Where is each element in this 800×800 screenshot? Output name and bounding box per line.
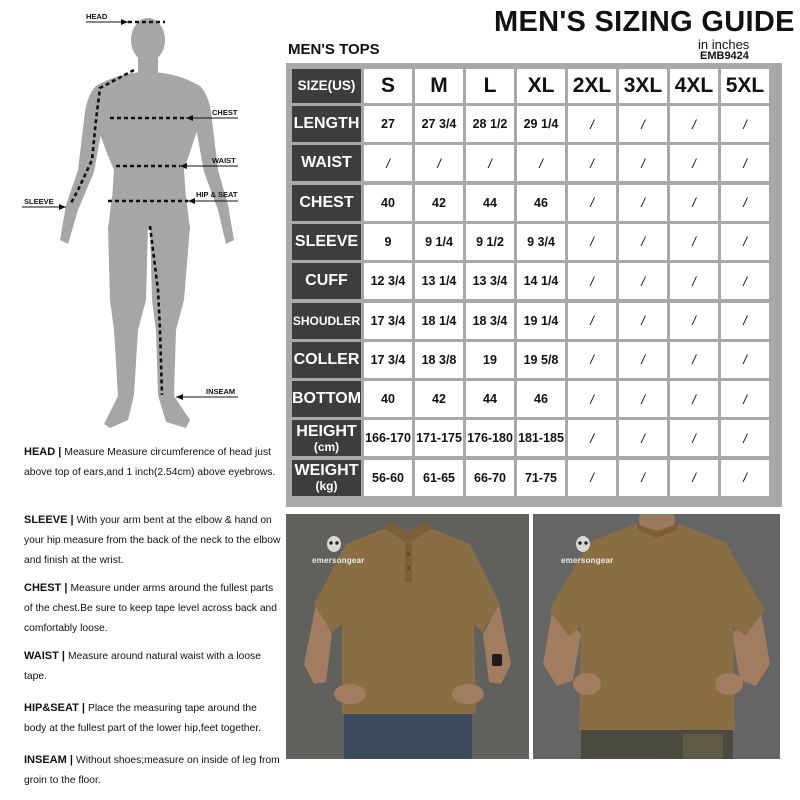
description-text: Measure under arms around the fullest parts of the chest.Be sure to keep tape level across back and comfortably loose. bbox=[24, 583, 277, 634]
size-header-s: S bbox=[364, 69, 412, 103]
table-cell: / bbox=[619, 460, 667, 496]
section-title: MEN'S TOPS bbox=[288, 41, 380, 58]
table-cell: / bbox=[568, 185, 616, 221]
table-cell: 17 3/4 bbox=[364, 342, 412, 378]
description-inseam bbox=[24, 750, 282, 791]
description-chest bbox=[24, 578, 282, 639]
table-cell: 18 3/8 bbox=[415, 342, 463, 378]
table-cell: 27 3/4 bbox=[415, 106, 463, 142]
table-cell: 40 bbox=[364, 381, 412, 417]
row-label-unit: (cm) bbox=[313, 439, 340, 454]
table-cell: 56-60 bbox=[364, 460, 412, 496]
table-cell: / bbox=[568, 420, 616, 456]
size-header-2xl: 2XL bbox=[568, 69, 616, 103]
product-code: EMB9424 bbox=[700, 50, 749, 62]
table-cell: / bbox=[670, 460, 718, 496]
row-label-shoudler bbox=[292, 303, 361, 339]
table-cell: / bbox=[568, 303, 616, 339]
table-cell: 14 1/4 bbox=[517, 263, 565, 299]
table-cell: / bbox=[364, 145, 412, 181]
description-label: WAIST bbox=[24, 650, 59, 662]
row-label-text: WEIGHT bbox=[294, 462, 359, 480]
table-cell: 171-175 bbox=[415, 420, 463, 456]
table-cell: 19 5/8 bbox=[517, 342, 565, 378]
table-cell: / bbox=[721, 460, 769, 496]
row-label-coller bbox=[292, 342, 361, 378]
table-cell: / bbox=[568, 342, 616, 378]
table-cell: / bbox=[568, 224, 616, 260]
row-label-height bbox=[292, 420, 361, 456]
description-separator: | bbox=[58, 650, 69, 662]
table-cell: / bbox=[466, 145, 514, 181]
table-cell: / bbox=[721, 145, 769, 181]
table-cell: / bbox=[619, 381, 667, 417]
table-cell: 13 1/4 bbox=[415, 263, 463, 299]
table-cell: 19 1/4 bbox=[517, 303, 565, 339]
measurement-figure bbox=[0, 0, 280, 440]
description-text: Without shoes;measure on inside of leg from groin to the floor. bbox=[24, 755, 280, 786]
description-separator: | bbox=[55, 446, 65, 458]
row-label-waist bbox=[292, 145, 361, 181]
table-cell: / bbox=[619, 185, 667, 221]
description-label: CHEST bbox=[24, 582, 62, 594]
table-cell: / bbox=[721, 342, 769, 378]
table-cell: / bbox=[568, 106, 616, 142]
table-cell: / bbox=[721, 224, 769, 260]
table-cell: 44 bbox=[466, 381, 514, 417]
figure-label-inseam: INSEAM bbox=[206, 387, 236, 396]
size-header-xl: XL bbox=[517, 69, 565, 103]
table-cell: / bbox=[568, 381, 616, 417]
description-label: HEAD bbox=[24, 446, 56, 458]
figure-label-sleeve: SLEEVE bbox=[24, 197, 54, 206]
table-cell: 181-185 bbox=[517, 420, 565, 456]
table-cell: / bbox=[619, 342, 667, 378]
description-label: HIP&SEAT bbox=[24, 702, 79, 714]
row-label-cuff bbox=[292, 263, 361, 299]
row-label-text: SHOUDLER bbox=[292, 313, 361, 328]
table-cell: 42 bbox=[415, 381, 463, 417]
table-cell: 27 bbox=[364, 106, 412, 142]
description-text: Place the measuring tape around the body at the fullest part of the lower hip,feet together. bbox=[24, 703, 261, 734]
size-header-label: SIZE(US) bbox=[292, 69, 361, 103]
table-cell: / bbox=[568, 263, 616, 299]
table-cell: 71-75 bbox=[517, 460, 565, 496]
table-cell: / bbox=[670, 224, 718, 260]
row-label-text: LENGTH bbox=[293, 115, 360, 132]
figure-label-chest: CHEST bbox=[212, 108, 238, 117]
row-label-unit: (kg) bbox=[315, 479, 338, 494]
table-cell: 19 bbox=[466, 342, 514, 378]
table-cell: / bbox=[670, 106, 718, 142]
table-cell: 18 1/4 bbox=[415, 303, 463, 339]
description-hipseat bbox=[24, 698, 282, 739]
description-head bbox=[24, 442, 282, 483]
table-cell: / bbox=[619, 263, 667, 299]
table-cell: 13 3/4 bbox=[466, 263, 514, 299]
table-cell: 176-180 bbox=[466, 420, 514, 456]
brand-logo-front: emersongear bbox=[312, 556, 365, 565]
table-cell: / bbox=[568, 145, 616, 181]
table-cell: / bbox=[619, 106, 667, 142]
row-label-bottom bbox=[292, 381, 361, 417]
table-cell: / bbox=[517, 145, 565, 181]
page-title: MEN'S SIZING GUIDE bbox=[494, 6, 795, 38]
photo-back-view bbox=[533, 514, 780, 759]
description-waist bbox=[24, 646, 282, 687]
figure-label-waist: WAIST bbox=[212, 156, 236, 165]
table-cell: / bbox=[670, 381, 718, 417]
description-separator: | bbox=[78, 702, 89, 714]
row-label-length bbox=[292, 106, 361, 142]
size-header-5xl: 5XL bbox=[721, 69, 769, 103]
table-cell: / bbox=[670, 185, 718, 221]
table-cell: 40 bbox=[364, 185, 412, 221]
row-label-text: BOTTOM bbox=[291, 390, 362, 408]
brand-logo-back: emersongear bbox=[561, 556, 614, 565]
description-separator: | bbox=[66, 754, 76, 766]
row-label-text: WAIST bbox=[301, 154, 352, 172]
table-cell: / bbox=[721, 381, 769, 417]
figure-label-head: HEAD bbox=[86, 12, 108, 21]
table-cell: 9 1/2 bbox=[466, 224, 514, 260]
table-cell: / bbox=[670, 342, 718, 378]
description-label: INSEAM bbox=[24, 754, 67, 766]
description-label: SLEEVE bbox=[24, 514, 68, 526]
table-cell: 9 3/4 bbox=[517, 224, 565, 260]
body-silhouette bbox=[60, 18, 234, 428]
table-cell: / bbox=[721, 263, 769, 299]
table-cell: 17 3/4 bbox=[364, 303, 412, 339]
size-header-4xl: 4XL bbox=[670, 69, 718, 103]
description-text: Measure around natural waist with a loose tape. bbox=[24, 651, 261, 682]
row-label-text: CUFF bbox=[305, 272, 348, 290]
units-label: in inches bbox=[698, 37, 750, 52]
size-table bbox=[286, 63, 782, 507]
table-cell: 44 bbox=[466, 185, 514, 221]
table-cell: / bbox=[670, 420, 718, 456]
row-label-text: COLLER bbox=[293, 350, 360, 368]
table-cell: 61-65 bbox=[415, 460, 463, 496]
row-label-text: HEIGHT bbox=[296, 422, 357, 440]
size-header-m: M bbox=[415, 69, 463, 103]
table-cell: / bbox=[415, 145, 463, 181]
table-cell: 28 1/2 bbox=[466, 106, 514, 142]
size-header-3xl: 3XL bbox=[619, 69, 667, 103]
row-label-text: CHEST bbox=[299, 193, 354, 211]
table-cell: / bbox=[670, 263, 718, 299]
table-cell: / bbox=[619, 303, 667, 339]
description-text: With your arm bent at the elbow & hand on your hip measure from the back of the neck to the elbow and finish at the wrist. bbox=[24, 515, 281, 566]
table-cell: 42 bbox=[415, 185, 463, 221]
table-cell: / bbox=[721, 185, 769, 221]
size-header-l: L bbox=[466, 69, 514, 103]
table-cell: / bbox=[721, 420, 769, 456]
row-label-text: SLEEVE bbox=[294, 232, 359, 250]
row-label-sleeve bbox=[292, 224, 361, 260]
table-cell: / bbox=[670, 303, 718, 339]
table-cell: 46 bbox=[517, 185, 565, 221]
photo-front-view bbox=[286, 514, 529, 759]
description-separator: | bbox=[67, 514, 77, 526]
description-text: Measure Measure circumference of head just above top of ears,and 1 inch(2.54cm) above eyebrows. bbox=[24, 447, 276, 478]
table-cell: 18 3/4 bbox=[466, 303, 514, 339]
table-cell: / bbox=[721, 106, 769, 142]
table-cell: 9 bbox=[364, 224, 412, 260]
table-cell: 12 3/4 bbox=[364, 263, 412, 299]
table-cell: / bbox=[619, 420, 667, 456]
table-cell: 46 bbox=[517, 381, 565, 417]
table-cell: / bbox=[670, 145, 718, 181]
description-sleeve bbox=[24, 510, 282, 571]
table-cell: 9 1/4 bbox=[415, 224, 463, 260]
table-cell: / bbox=[619, 224, 667, 260]
table-cell: / bbox=[721, 303, 769, 339]
row-label-weight bbox=[292, 460, 361, 496]
figure-label-hip-seat: HIP & SEAT bbox=[196, 190, 238, 199]
table-cell: / bbox=[619, 145, 667, 181]
row-label-chest bbox=[292, 185, 361, 221]
table-cell: 29 1/4 bbox=[517, 106, 565, 142]
table-cell: 66-70 bbox=[466, 460, 514, 496]
table-cell: 166-170 bbox=[364, 420, 412, 456]
table-cell: / bbox=[568, 460, 616, 496]
description-separator: | bbox=[61, 582, 71, 594]
